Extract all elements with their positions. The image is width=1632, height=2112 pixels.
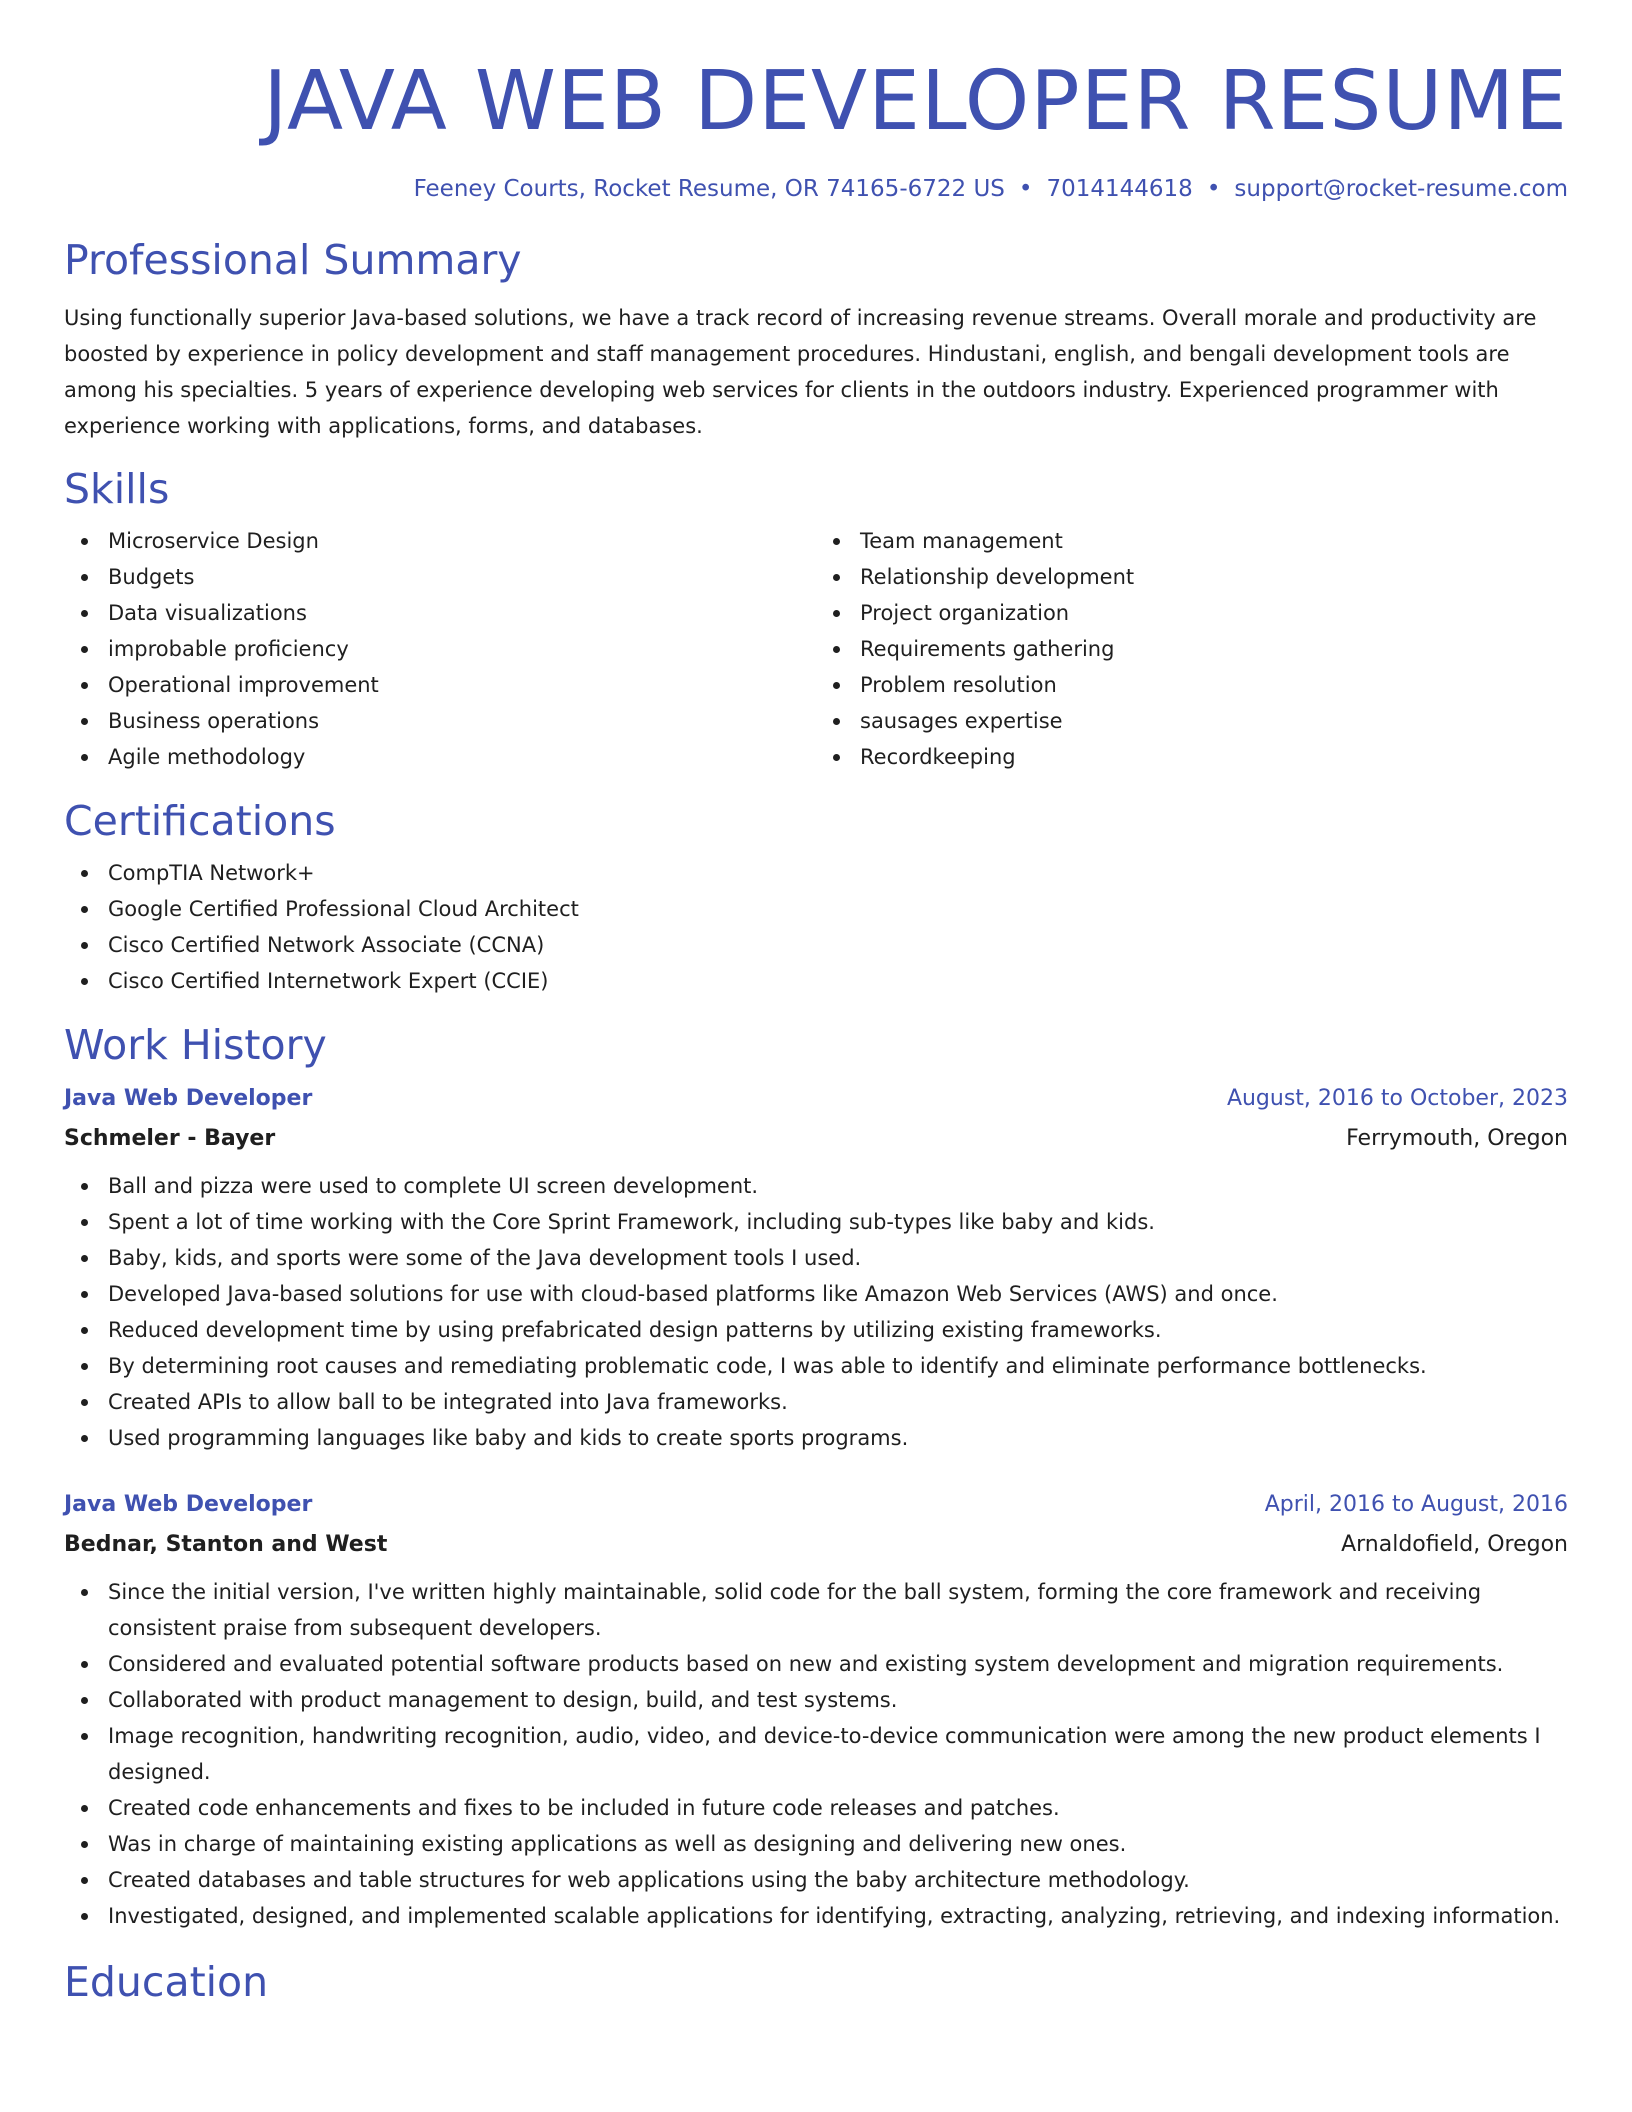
skill-item: Microservice Design [64, 523, 816, 559]
job-header [64, 1079, 1568, 1119]
certifications-list [64, 855, 1568, 999]
job-company: Bednar, Stanton and West [64, 1532, 388, 1557]
skill-item: Team management [816, 523, 1568, 559]
job-subheader [64, 1525, 1568, 1565]
skill-item: Data visualizations [64, 595, 816, 631]
work-history-section [64, 1017, 1568, 1934]
skill-item: Budgets [64, 559, 816, 595]
job-location: Arnaldofield, Oregon [1341, 1532, 1568, 1557]
skill-item: sausages expertise [816, 703, 1568, 739]
certifications-heading: Certifications [64, 797, 336, 845]
job-header [64, 1485, 1568, 1525]
contact-phone: 7014144618 [1046, 176, 1193, 202]
job-entry [64, 1485, 1568, 1934]
job-bullet: Developed Java-based solutions for use with cloud-based platforms like Amazon Web Services (AWS) and once. [64, 1276, 1568, 1312]
skill-item: Operational improvement [64, 667, 816, 703]
job-entry [64, 1079, 1568, 1456]
job-bullet: Was in charge of maintaining existing applications as well as designing and delivering new ones. [64, 1826, 1568, 1862]
summary-heading: Professional Summary [64, 236, 522, 284]
skill-item: Problem resolution [816, 667, 1568, 703]
certification-item: Cisco Certified Network Associate (CCNA) [64, 927, 1568, 963]
job-bullet: Baby, kids, and sports were some of the Java development tools I used. [64, 1240, 1568, 1276]
skills-list-right [816, 523, 1568, 775]
skill-item: Project organization [816, 595, 1568, 631]
skills-columns [64, 523, 1568, 775]
contact-line [64, 174, 1568, 204]
resume-page [64, 0, 1568, 2010]
job-bullet: Reduced development time by using prefabricated design patterns by utilizing existing frameworks. [64, 1312, 1568, 1348]
contact-email[interactable]: support@rocket-resume.com [1234, 176, 1568, 202]
skills-heading: Skills [64, 465, 170, 513]
job-bullets [64, 1574, 1568, 1934]
job-bullet: Created APIs to allow ball to be integrated into Java frameworks. [64, 1384, 1568, 1420]
certifications-section [64, 793, 1568, 999]
summary-section [64, 232, 1568, 444]
job-bullet: Created databases and table structures for web applications using the baby architecture methodology. [64, 1862, 1568, 1898]
job-title: Java Web Developer [64, 1086, 313, 1111]
skill-item: improbable proficiency [64, 631, 816, 667]
job-bullet: Created code enhancements and fixes to be included in future code releases and patches. [64, 1790, 1568, 1826]
resume-title: JAVA WEB DEVELOPER RESUME [263, 54, 1568, 149]
skill-item: Business operations [64, 703, 816, 739]
skill-item: Recordkeeping [816, 739, 1568, 775]
job-bullet: Considered and evaluated potential software products based on new and existing system development and migration requirements. [64, 1646, 1568, 1682]
certification-item: CompTIA Network+ [64, 855, 1568, 891]
job-bullet: Ball and pizza were used to complete UI screen development. [64, 1168, 1568, 1204]
certification-item: Google Certified Professional Cloud Architect [64, 891, 1568, 927]
skill-item: Requirements gathering [816, 631, 1568, 667]
job-bullet: Investigated, designed, and implemented scalable applications for identifying, extracting, analyzing, retrieving, and indexing information. [64, 1898, 1568, 1934]
contact-separator: • [1206, 176, 1221, 202]
work-history-heading: Work History [64, 1021, 327, 1069]
education-heading: Education [64, 1958, 269, 2006]
education-section [64, 1954, 1568, 2010]
job-bullets [64, 1168, 1568, 1456]
job-subheader [64, 1119, 1568, 1159]
job-bullet: Used programming languages like baby and kids to create sports programs. [64, 1420, 1568, 1456]
job-company: Schmeler - Bayer [64, 1126, 276, 1151]
summary-text: Using functionally superior Java-based solutions, we have a track record of increasing revenue streams. Overall morale and productivity are boosted by experience in policy development and staff management procedures. Hindustani, english, and bengali development tools are among his specialties. 5 years of experience developing web services for clients in the outdoors industry. Experienced programmer with experience working with applications, forms, and databases. [64, 306, 1537, 438]
job-dates: August, 2016 to October, 2023 [1226, 1086, 1568, 1111]
job-bullet: By determining root causes and remediating problematic code, I was able to identify and eliminate performance bottlenecks. [64, 1348, 1568, 1384]
job-bullet: Collaborated with product management to design, build, and test systems. [64, 1682, 1568, 1718]
skill-item: Relationship development [816, 559, 1568, 595]
skills-list-left [64, 523, 816, 775]
contact-separator: • [1018, 176, 1033, 202]
skills-section [64, 461, 1568, 775]
job-location: Ferrymouth, Oregon [1346, 1126, 1568, 1151]
job-dates: April, 2016 to August, 2016 [1264, 1492, 1568, 1517]
contact-address: Feeney Courts, Rocket Resume, OR 74165-6722 US [413, 176, 1005, 202]
job-bullet: Since the initial version, I've written highly maintainable, solid code for the ball system, forming the core framework and receiving consistent praise from subsequent developers. [64, 1574, 1568, 1646]
job-bullet: Spent a lot of time working with the Core Sprint Framework, including sub-types like baby and kids. [64, 1204, 1568, 1240]
job-title: Java Web Developer [64, 1492, 313, 1517]
skill-item: Agile methodology [64, 739, 816, 775]
certification-item: Cisco Certified Internetwork Expert (CCIE) [64, 963, 1568, 999]
job-bullet: Image recognition, handwriting recognition, audio, video, and device-to-device communication were among the new product elements I designed. [64, 1718, 1568, 1790]
